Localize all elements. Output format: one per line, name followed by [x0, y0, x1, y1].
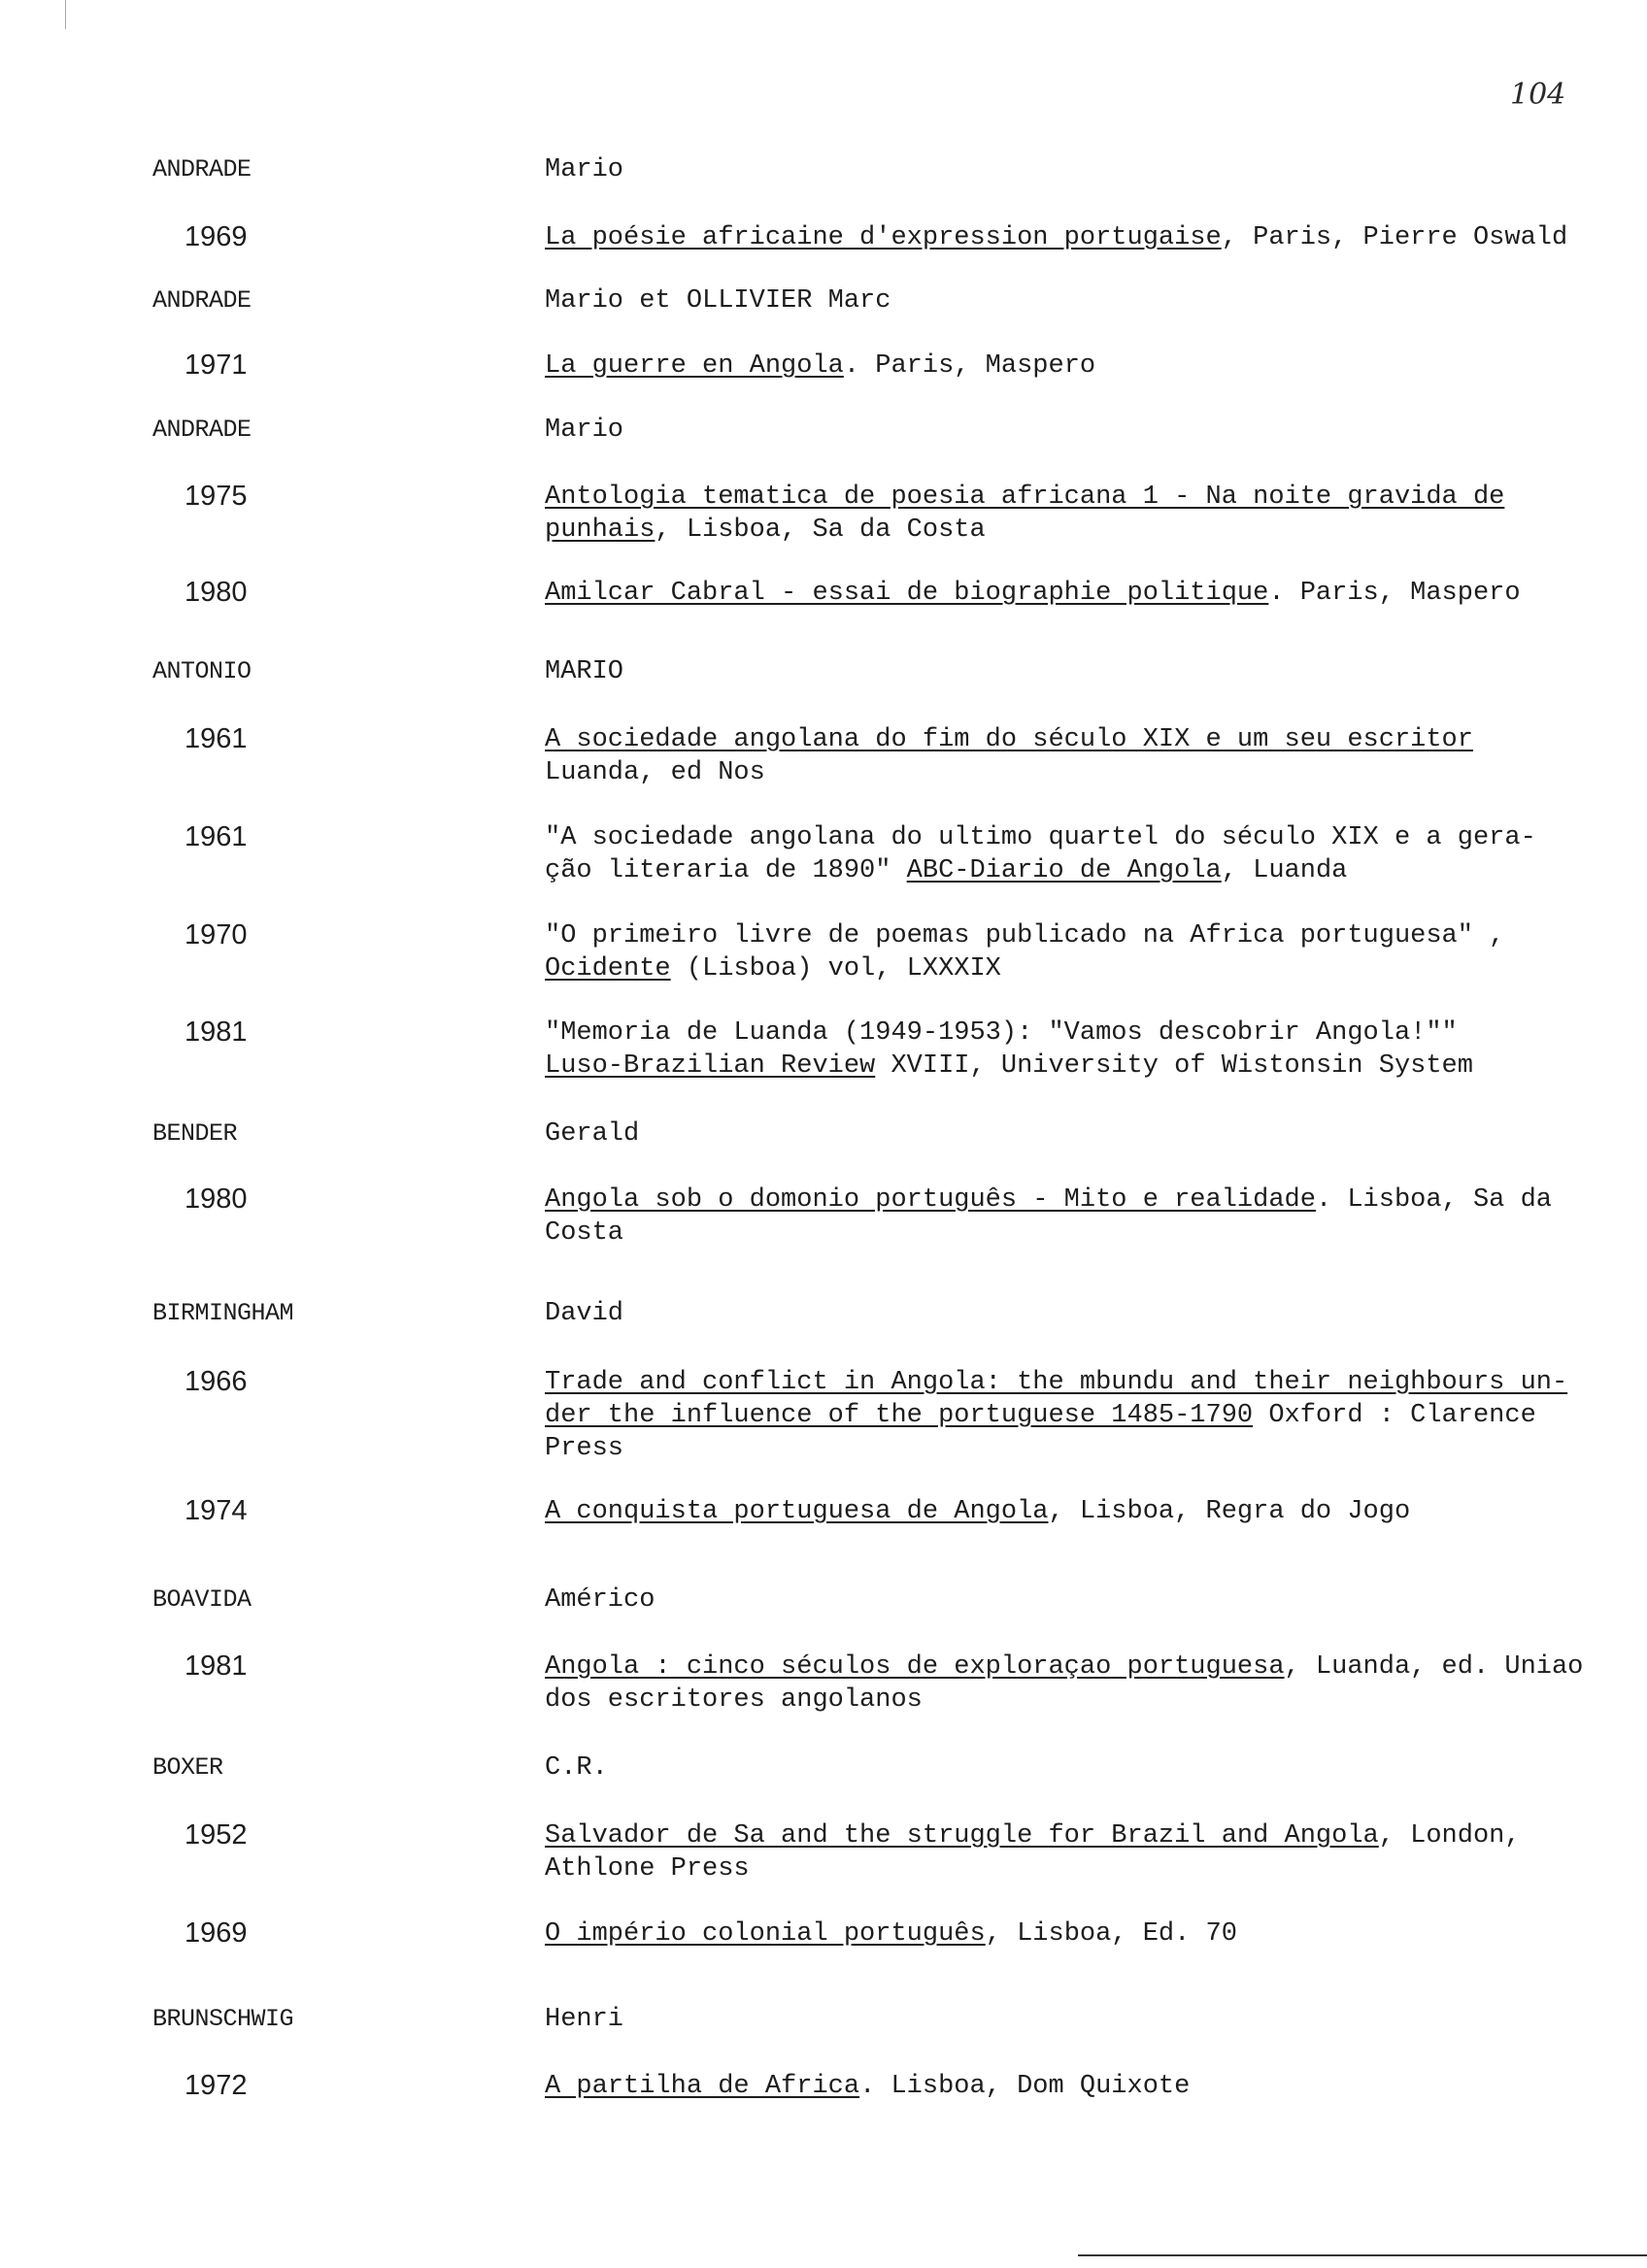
reference-text — [545, 1366, 1623, 1465]
reference-text — [545, 821, 1623, 887]
reference-text — [545, 1495, 1623, 1528]
reference-line — [545, 1050, 1623, 1083]
publication-year: 1972 — [185, 2070, 248, 2101]
reference-title-segment: ABC-Diario de Angola — [906, 856, 1222, 885]
reference-line — [545, 723, 1623, 756]
reference-text-segment: "A sociedade angolana do ultimo quartel do século XIX e a gera- — [545, 823, 1536, 852]
reference-title-segment: Angola sob o domonio português - Mito e realidade — [545, 1185, 1316, 1215]
reference-line — [545, 1366, 1623, 1399]
reference-text-segment: , Paris, Pierre Oswald — [1221, 223, 1568, 252]
reference-text-segment: Press — [545, 1434, 624, 1463]
publication-year: 1974 — [185, 1495, 248, 1526]
reference-line — [545, 952, 1623, 985]
reference-line — [545, 481, 1623, 514]
author-surname: ANDRADE — [152, 155, 252, 183]
author-surname: BRUNSCHWIG — [152, 2005, 294, 2033]
author-surname: BIRMINGHAM — [152, 1299, 294, 1327]
page-number: 104 — [1510, 78, 1566, 112]
reference-line — [545, 1184, 1623, 1217]
reference-line — [545, 1217, 1623, 1250]
author-surname: ANDRADE — [152, 286, 252, 315]
reference-text-segment: ção literaria de 1890" — [545, 856, 907, 885]
reference-line — [545, 1651, 1623, 1684]
reference-title-segment: A conquista portuguesa de Angola — [545, 1497, 1049, 1526]
reference-text — [545, 1184, 1623, 1250]
author-surname: ANTONIO — [152, 657, 252, 685]
reference-text — [545, 2070, 1623, 2103]
reference-title-segment: La poésie africaine d'expression portugaise — [545, 223, 1222, 252]
reference-line — [545, 1495, 1623, 1528]
reference-title-segment: La guerre en Angola — [545, 351, 844, 381]
reference-title-segment: A sociedade angolana do fim do século XIX e um seu escritor — [545, 725, 1473, 754]
publication-year: 1981 — [185, 1017, 248, 1048]
reference-text-segment: XVIII, University of Wistonsin System — [875, 1051, 1473, 1081]
reference-line — [545, 919, 1623, 952]
reference-text — [545, 1651, 1623, 1717]
scan-mark — [65, 0, 66, 29]
reference-line — [545, 1399, 1623, 1432]
reference-text-segment: . Lisboa, Dom Quixote — [859, 2072, 1191, 2101]
reference-line — [545, 350, 1623, 383]
publication-year: 1961 — [185, 723, 248, 754]
reference-line — [545, 221, 1623, 254]
author-given-name: Américo — [545, 1585, 655, 1615]
reference-text — [545, 723, 1623, 789]
author-surname: BOXER — [152, 1753, 223, 1782]
reference-line — [545, 854, 1623, 887]
reference-text-segment: , Luanda — [1221, 856, 1348, 885]
author-surname: BOAVIDA — [152, 1585, 252, 1614]
author-given-name: Henri — [545, 2005, 624, 2034]
author-given-name: Mario et OLLIVIER Marc — [545, 286, 891, 316]
publication-year: 1969 — [185, 1918, 248, 1949]
reference-text — [545, 577, 1623, 610]
author-given-name: Mario — [545, 416, 624, 445]
author-given-name: C.R. — [545, 1753, 608, 1783]
author-given-name: Gerald — [545, 1119, 640, 1149]
bottom-rule — [1078, 2254, 1647, 2256]
reference-text-segment: . Paris, Maspero — [1268, 579, 1521, 608]
reference-text-segment: Costa — [545, 1218, 624, 1248]
reference-text — [545, 1918, 1623, 1951]
publication-year: 1980 — [185, 577, 248, 608]
reference-text-segment: dos escritores angolanos — [545, 1685, 923, 1715]
publication-year: 1981 — [185, 1651, 248, 1682]
author-surname: BENDER — [152, 1119, 238, 1148]
reference-text — [545, 1819, 1623, 1885]
reference-title-segment: der the influence of the portuguese 1485-1790 — [545, 1401, 1254, 1430]
reference-line — [545, 577, 1623, 610]
publication-year: 1970 — [185, 919, 248, 951]
reference-text-segment: , Lisboa, Regra do Jogo — [1048, 1497, 1411, 1526]
reference-title-segment: Amilcar Cabral - essai de biographie politique — [545, 579, 1269, 608]
author-given-name: David — [545, 1299, 624, 1328]
reference-line — [545, 1819, 1623, 1852]
reference-title-segment: O império colonial português — [545, 1919, 986, 1949]
reference-line — [545, 1684, 1623, 1717]
reference-title-segment: A partilha de Africa — [545, 2072, 860, 2101]
author-surname: ANDRADE — [152, 416, 252, 444]
reference-title-segment: Angola : cinco séculos de exploraçao portuguesa — [545, 1652, 1285, 1682]
publication-year: 1961 — [185, 821, 248, 852]
reference-text — [545, 221, 1623, 254]
reference-text — [545, 350, 1623, 383]
reference-title-segment: punhais — [545, 516, 655, 545]
reference-line — [545, 1017, 1623, 1050]
publication-year: 1966 — [185, 1366, 248, 1397]
reference-text-segment: , Lisboa, Ed. 70 — [985, 1919, 1237, 1949]
reference-text-segment: . Lisboa, Sa da — [1315, 1185, 1552, 1215]
reference-line — [545, 1918, 1623, 1951]
reference-text-segment: Oxford : Clarence — [1253, 1401, 1536, 1430]
reference-title-segment: Luso-Brazilian Review — [545, 1051, 876, 1081]
reference-title-segment: Salvador de Sa and the struggle for Brazil and Angola — [545, 1821, 1379, 1851]
reference-line — [545, 2070, 1623, 2103]
reference-text-segment: Athlone Press — [545, 1854, 750, 1884]
reference-text-segment: , Lisboa, Sa da Costa — [655, 516, 986, 545]
reference-text-segment: "O primeiro livre de poemas publicado na Africa portuguesa" , — [545, 921, 1505, 951]
reference-line — [545, 1852, 1623, 1885]
reference-text — [545, 1017, 1623, 1083]
reference-text-segment: "Memoria de Luanda (1949-1953): "Vamos descobrir Angola!"" — [545, 1018, 1458, 1048]
reference-text — [545, 919, 1623, 985]
reference-text-segment: (Lisboa) vol, LXXXIX — [670, 954, 1001, 984]
reference-line — [545, 514, 1623, 547]
publication-year: 1969 — [185, 221, 248, 252]
publication-year: 1975 — [185, 481, 248, 512]
reference-text — [545, 481, 1623, 547]
reference-line — [545, 821, 1623, 854]
reference-text-segment: Luanda, ed Nos — [545, 758, 765, 787]
publication-year: 1980 — [185, 1184, 248, 1215]
reference-title-segment: Ocidente — [545, 954, 671, 984]
publication-year: 1971 — [185, 350, 248, 381]
reference-line — [545, 1432, 1623, 1465]
publication-year: 1952 — [185, 1819, 248, 1851]
reference-line — [545, 756, 1623, 789]
reference-text-segment: , Luanda, ed. Uniao — [1284, 1652, 1584, 1682]
reference-text-segment: . Paris, Maspero — [843, 351, 1096, 381]
reference-title-segment: Antologia tematica de poesia africana 1 - Na noite gravida de — [545, 483, 1505, 512]
reference-title-segment: Trade and conflict in Angola: the mbundu and their neighbours un- — [545, 1368, 1568, 1397]
author-given-name: MARIO — [545, 657, 624, 686]
author-given-name: Mario — [545, 155, 624, 184]
reference-text-segment: , London, — [1378, 1821, 1521, 1851]
